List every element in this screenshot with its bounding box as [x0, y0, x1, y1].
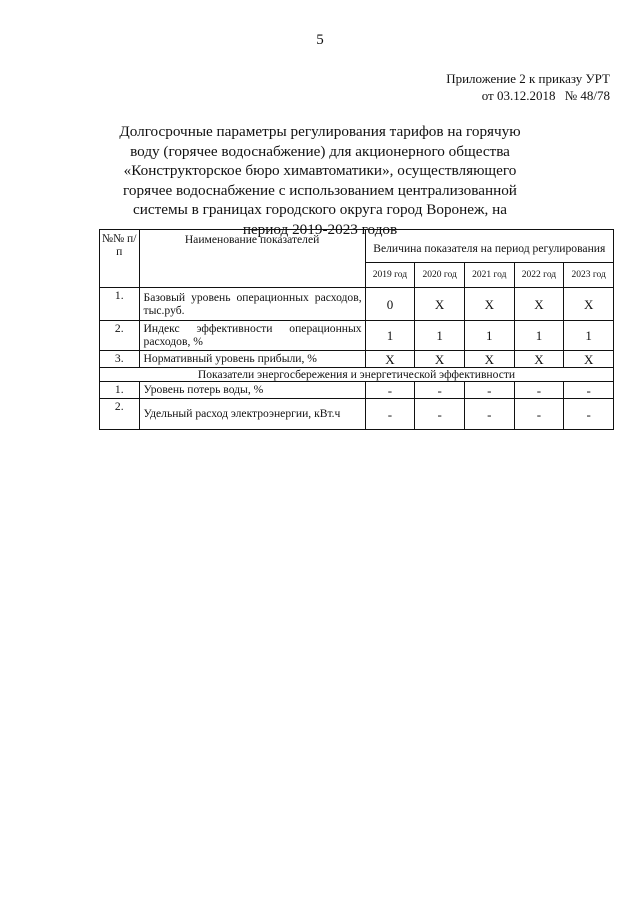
table-row	[100, 288, 614, 321]
order-number: № 48/78	[564, 88, 610, 103]
appendix-reference	[446, 70, 610, 104]
row-name: Индекс эффективности операционных расходов, %	[139, 321, 365, 351]
header-year: 2021 год	[464, 263, 514, 288]
parameters-table	[99, 229, 614, 430]
row-value: -	[415, 382, 465, 399]
header-year: 2023 год	[564, 263, 614, 288]
table-header-row	[100, 230, 614, 263]
row-name: Нормативный уровень прибыли, %	[139, 351, 365, 368]
row-value: -	[415, 399, 465, 430]
header-num: №№ п/п	[100, 230, 140, 288]
row-value: 0	[365, 288, 415, 321]
section-heading: Показатели энергосбережения и энергетической эффективности	[100, 368, 614, 382]
row-value: 1	[514, 321, 564, 351]
row-value: 1	[464, 321, 514, 351]
row-num: 3.	[100, 351, 140, 368]
row-value: X	[564, 288, 614, 321]
order-date: от 03.12.2018	[481, 88, 556, 103]
appendix-line: Приложение 2 к приказу УРТ	[446, 71, 610, 86]
document-title: Долгосрочные параметры регулирования тарифов на горячую воду (горячее водоснабжение) для акционерного общества «Конструкторское бюро химавтоматики», осуществляющего горячее водоснабжение с использованием централизованной системы в границах городского округа город Воронеж, на период 2019-2023 годов	[119, 123, 521, 238]
row-value: -	[564, 399, 614, 430]
row-value: 1	[415, 321, 465, 351]
table-row	[100, 321, 614, 351]
row-name: Уровень потерь воды, %	[139, 382, 365, 399]
header-year: 2022 год	[514, 263, 564, 288]
row-value: 1	[365, 321, 415, 351]
table-row	[100, 382, 614, 399]
header-year: 2020 год	[415, 263, 465, 288]
row-value: X	[514, 288, 564, 321]
row-value: X	[464, 351, 514, 368]
row-name: Базовый уровень операционных расходов, тыс.руб.	[139, 288, 365, 321]
row-value: -	[365, 382, 415, 399]
row-value: -	[464, 399, 514, 430]
page-number: 5	[316, 32, 324, 48]
row-value: -	[514, 382, 564, 399]
row-value: -	[514, 399, 564, 430]
row-value: -	[464, 382, 514, 399]
row-value: X	[514, 351, 564, 368]
row-value: X	[365, 351, 415, 368]
row-num: 2.	[100, 399, 140, 430]
row-value: X	[464, 288, 514, 321]
row-value: -	[365, 399, 415, 430]
header-year: 2019 год	[365, 263, 415, 288]
row-value: 1	[564, 321, 614, 351]
header-value: Величина показателя на период регулирования	[365, 230, 613, 263]
row-name: Удельный расход электроэнергии, кВт.ч	[139, 399, 365, 430]
row-num: 1.	[100, 382, 140, 399]
row-num: 1.	[100, 288, 140, 321]
header-name: Наименование показателей	[139, 230, 365, 288]
row-value: -	[564, 382, 614, 399]
row-value: X	[415, 288, 465, 321]
row-value: X	[564, 351, 614, 368]
row-value: X	[415, 351, 465, 368]
order-date-number	[476, 87, 610, 104]
section-row	[100, 368, 614, 382]
row-num: 2.	[100, 321, 140, 351]
table-row	[100, 399, 614, 430]
table-row	[100, 351, 614, 368]
